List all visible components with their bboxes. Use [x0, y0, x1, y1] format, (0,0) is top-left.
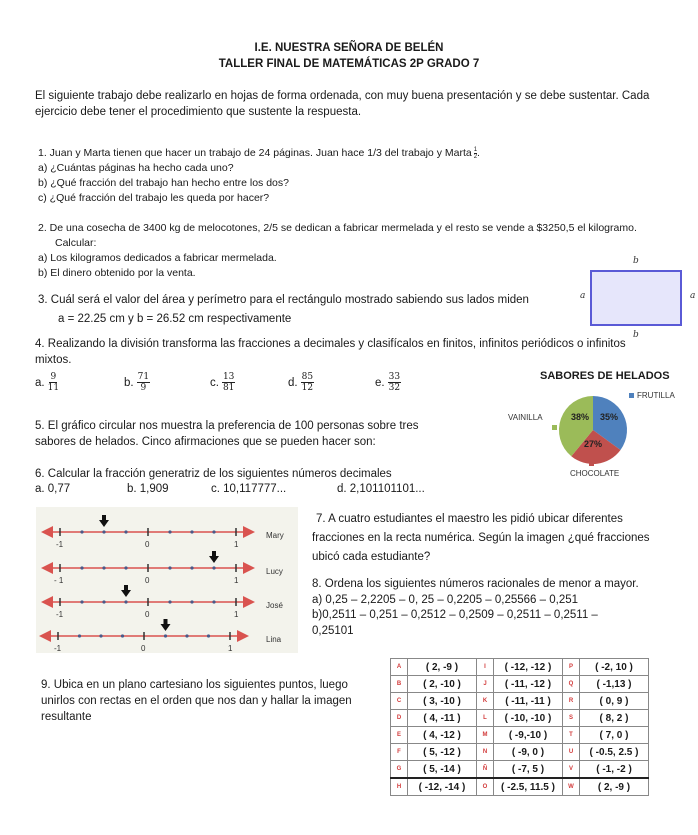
question-1: [38, 146, 678, 206]
rect-label-top: b: [633, 256, 639, 266]
point-letter: K: [477, 693, 494, 710]
q7-line-2: fracciones en la recta numérica. Según la imagen ¿qué fracciones: [312, 532, 650, 544]
question-4: [35, 336, 675, 368]
page-title: TALLER FINAL DE MATEMÁTICAS 2P GRADO 7: [218, 58, 480, 70]
point-letter: U: [563, 744, 580, 761]
point-coordinates: ( 7, 0 ): [580, 727, 649, 744]
point-letter: O: [477, 778, 494, 796]
point-letter: N: [477, 744, 494, 761]
point-coordinates: ( 5, -14 ): [408, 761, 477, 779]
point-letter: H: [391, 778, 408, 796]
svg-text:Lucy: Lucy: [266, 567, 283, 576]
q1-stem: 1. Juan y Marta tienen que hacer un trabajo de 24 páginas. Juan hace 1/3 del trabajo y Marta $\frac{1}{2}$ .: [38, 146, 480, 160]
point-coordinates: ( -0.5, 2.5 ): [580, 744, 649, 761]
point-letter: L: [477, 710, 494, 727]
intro-line-2: ejercicio debe tener el procedimiento que sustente la respuesta.: [35, 106, 362, 118]
q4-item-e: e. $\frac{33}{32}$: [375, 372, 401, 393]
q3-values: a = 22.25 cm y b = 26.52 cm respectivamente: [58, 313, 292, 325]
svg-text:1: 1: [234, 610, 239, 619]
q4-item-c: c. $\frac{13}{81}$: [210, 372, 235, 393]
point-letter: P: [563, 659, 580, 676]
point-coordinates: ( 0, 9 ): [580, 693, 649, 710]
point-coordinates: ( 2, -10 ): [408, 676, 477, 693]
numberline-jose: [44, 585, 283, 619]
point-letter: M: [477, 727, 494, 744]
svg-text:- 1: - 1: [54, 576, 64, 585]
point-letter: F: [391, 744, 408, 761]
svg-text:0: 0: [141, 644, 146, 653]
question-8: [312, 577, 698, 639]
q4-stem-1: 4. Realizando la división transforma las fracciones a decimales y clasifícalos en finitos, infinitos periódicos o infinitos: [35, 338, 626, 350]
table-row: [391, 778, 649, 796]
point-coordinates: ( -12, -14 ): [408, 778, 477, 796]
q2-b: b) El dinero obtenido por la venta.: [38, 267, 196, 279]
q9-line-3: resultante: [41, 711, 92, 723]
point-letter: R: [563, 693, 580, 710]
point-letter: S: [563, 710, 580, 727]
point-coordinates: ( -2, 10 ): [580, 659, 649, 676]
point-coordinates: ( 3, -10 ): [408, 693, 477, 710]
intro-line-1: El siguiente trabajo debe realizarlo en hojas de forma ordenada, con muy buena presentación y se debe sustentar. Cada: [35, 90, 650, 102]
point-letter: C: [391, 693, 408, 710]
q4-stem-2: mixtos.: [35, 354, 72, 366]
point-coordinates: ( 2, -9 ): [408, 659, 477, 676]
point-coordinates: ( -1, -2 ): [580, 761, 649, 779]
numberline-lina: [42, 619, 282, 653]
pie-chart: [500, 385, 690, 495]
question-9: [41, 677, 381, 725]
point-coordinates: ( -1,13 ): [580, 676, 649, 693]
number-lines-figure: [36, 507, 298, 653]
legend-vainilla: VAINILLA: [508, 413, 543, 422]
question-5: [35, 418, 475, 450]
point-coordinates: ( -9, 0 ): [494, 744, 563, 761]
legend-chocolate: CHOCOLATE: [570, 469, 620, 478]
table-row: [391, 676, 649, 693]
legend-swatch-chocolate: [589, 461, 594, 466]
numberline-lucy: [44, 551, 283, 585]
svg-text:Mary: Mary: [266, 531, 284, 540]
q6-stem: 6. Calcular la fracción generatriz de los siguientes números decimales: [35, 468, 392, 480]
point-letter: A: [391, 659, 408, 676]
question-3: [38, 292, 578, 327]
rect-label-left: a: [580, 291, 586, 301]
legend-frutilla: FRUTILLA: [637, 391, 675, 400]
q2-calc: Calcular:: [55, 237, 97, 249]
q5-line-1: 5. El gráfico circular nos muestra la preferencia de 100 personas sobre tres: [35, 420, 419, 432]
q1-a: a) ¿Cuántas páginas ha hecho cada uno?: [38, 162, 234, 174]
point-coordinates: ( -2.5, 11.5 ): [494, 778, 563, 796]
point-coordinates: ( -7, 5 ): [494, 761, 563, 779]
point-coordinates: ( -11, -11 ): [494, 693, 563, 710]
point-letter: Ñ: [477, 761, 494, 779]
point-letter: T: [563, 727, 580, 744]
question-7: [312, 510, 698, 567]
q4-item-b: b. $\frac{71}{9}$: [124, 372, 150, 393]
svg-text:0: 0: [145, 610, 150, 619]
q3-stem: 3. Cuál será el valor del área y perímetro para el rectángulo mostrado sabiendo sus lados miden: [38, 294, 529, 306]
svg-text:1: 1: [234, 576, 239, 585]
point-coordinates: ( 4, -12 ): [408, 727, 477, 744]
pie-chart-title: SABORES DE HELADOS: [540, 370, 670, 382]
point-letter: E: [391, 727, 408, 744]
q1-fraction: $\frac{1}{2}$: [473, 146, 478, 160]
point-letter: I: [477, 659, 494, 676]
table-row: [391, 659, 649, 676]
q2-a: a) Los kilogramos dedicados a fabricar mermelada.: [38, 252, 277, 264]
table-row: [391, 744, 649, 761]
q9-line-1: 9. Ubica en un plano cartesiano los siguientes puntos, luego: [41, 679, 348, 691]
q9-line-2: unirlos con rectas en el orden que nos dan y hallar la imagen: [41, 695, 352, 707]
q6-item-c: c. 10,117777...: [211, 483, 287, 495]
point-coordinates: ( -12, -12 ): [494, 659, 563, 676]
q4-item-d: d. $\frac{85}{12}$: [288, 372, 314, 393]
point-letter: V: [563, 761, 580, 779]
point-letter: D: [391, 710, 408, 727]
school-name: I.E. NUESTRA SEÑORA DE BELÉN: [254, 42, 444, 54]
point-coordinates: ( 8, 2 ): [580, 710, 649, 727]
intro-text: [35, 88, 675, 120]
legend-swatch-frutilla: [629, 393, 634, 398]
q6-item-d: d. 2,101101101...: [337, 483, 425, 495]
q4-item-a: a. $\frac{9}{11}$: [35, 372, 60, 393]
q6-item-b: b. 1,909: [127, 483, 169, 495]
svg-text:1: 1: [228, 644, 233, 653]
pie-label-vainilla: 38%: [571, 412, 590, 422]
pie-label-frutilla: 35%: [600, 412, 619, 422]
svg-text:0: 0: [145, 540, 150, 549]
question-6: [35, 466, 475, 482]
rect-label-bottom: b: [633, 330, 639, 340]
svg-text:José: José: [266, 601, 283, 610]
svg-text:-1: -1: [56, 540, 64, 549]
point-letter: Q: [563, 676, 580, 693]
point-letter: B: [391, 676, 408, 693]
point-coordinates: ( -10, -10 ): [494, 710, 563, 727]
q6-item-a: a. 0,77: [35, 483, 71, 495]
marker-arrow-lucy: [209, 551, 219, 563]
svg-text:1: 1: [234, 540, 239, 549]
table-row: [391, 761, 649, 779]
point-coordinates: ( 5, -12 ): [408, 744, 477, 761]
q7-line-1: 7. A cuatro estudiantes el maestro les pidió ubicar diferentes: [316, 513, 623, 525]
marker-arrow-mary: [99, 515, 109, 527]
q8-b-cont: 0,25101: [312, 624, 354, 637]
point-coordinates: ( -11, -12 ): [494, 676, 563, 693]
svg-text:-1: -1: [54, 644, 62, 653]
marker-arrow-lina: [161, 619, 171, 631]
points-table: [390, 658, 649, 796]
number-lines-svg: [36, 507, 298, 653]
point-letter: J: [477, 676, 494, 693]
q1-c: c) ¿Qué fracción del trabajo les queda por hacer?: [38, 192, 270, 204]
legend-swatch-vainilla: [552, 425, 557, 430]
svg-text:Lina: Lina: [266, 635, 282, 644]
table-row: [391, 727, 649, 744]
table-row: [391, 710, 649, 727]
q8-a: a) 0,25 – 2,2205 – 0, 25 – 0,2205 – 0,25566 – 0,251: [312, 593, 579, 606]
q5-line-2: sabores de helados. Cinco afirmaciones que se pueden hacer son:: [35, 436, 376, 448]
q1-b: b) ¿Qué fracción del trabajo han hecho entre los dos?: [38, 177, 289, 189]
point-coordinates: ( -9,-10 ): [494, 727, 563, 744]
q8-stem: 8. Ordena los siguientes números racionales de menor a mayor.: [312, 578, 639, 590]
point-coordinates: ( 4, -11 ): [408, 710, 477, 727]
rect-label-right: a: [690, 291, 696, 301]
point-letter: G: [391, 761, 408, 779]
table-row: [391, 693, 649, 710]
pie-label-chocolate: 27%: [584, 439, 603, 449]
numberline-mary: [44, 515, 284, 549]
point-letter: W: [563, 778, 580, 796]
q8-b: b)0,2511 – 0,251 – 0,2512 – 0,2509 – 0,2511 – 0,2511 –: [312, 609, 598, 621]
q2-stem: 2. De una cosecha de 3400 kg de melocotones, 2/5 se dedican a fabricar mermelada y el resto se vende a $3250,5 el kilogramo.: [38, 222, 637, 234]
point-coordinates: ( 2, -9 ): [580, 778, 649, 796]
rectangle-figure: [590, 270, 682, 326]
svg-text:0: 0: [145, 576, 150, 585]
q7-line-3: ubicó cada estudiante?: [312, 551, 431, 563]
marker-arrow-jose: [121, 585, 131, 597]
svg-text:-1: -1: [56, 610, 64, 619]
